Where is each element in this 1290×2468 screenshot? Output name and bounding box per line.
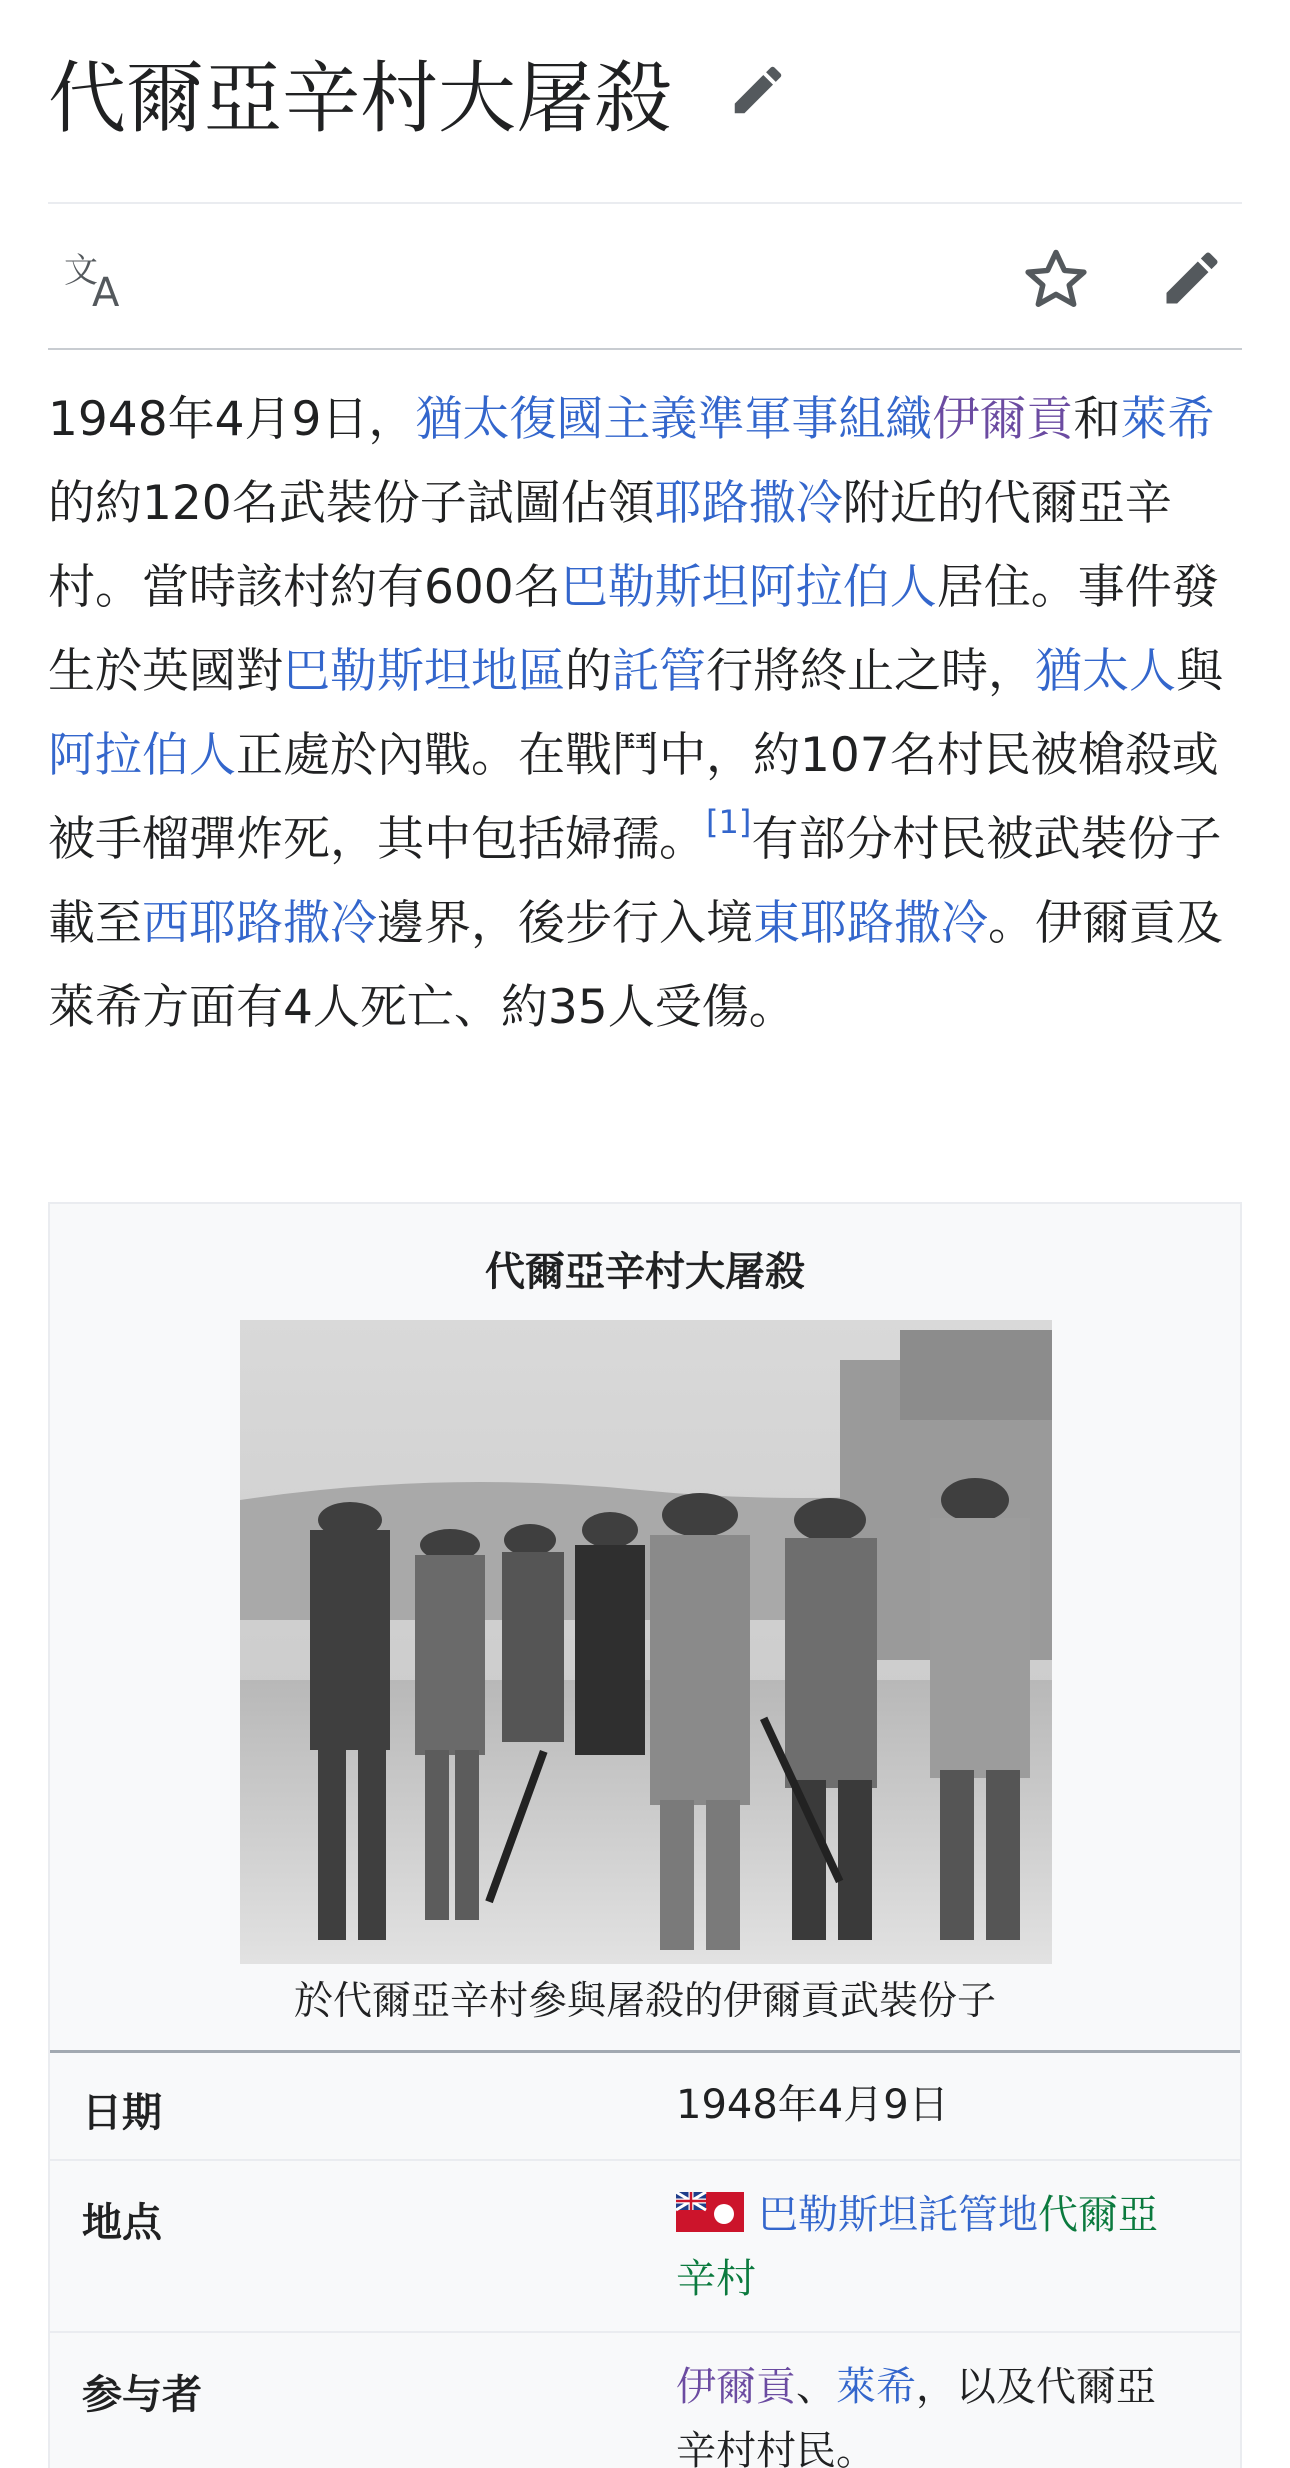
infobox [48, 1202, 1242, 2468]
intro-text: 行將終止之時， [706, 644, 1035, 699]
link-west-jerusalem[interactable]: 西耶路撒冷 [142, 896, 377, 951]
participants-sep: 、 [796, 2364, 836, 2410]
infobox-title: 代爾亞辛村大屠殺 [485, 1249, 805, 1295]
link-irgun[interactable]: 伊爾貢 [932, 392, 1074, 447]
link-east-jerusalem[interactable]: 東耶路撒冷 [753, 896, 988, 951]
pencil-icon[interactable] [726, 58, 790, 122]
intro-text: 和 [1073, 392, 1121, 447]
reference-link[interactable]: [1] [706, 803, 752, 841]
intro-text: 的 [565, 644, 612, 699]
date-label: 日期 [82, 2090, 162, 2136]
date-value: 1948年4月9日 [676, 2082, 949, 2128]
link-zionist-paramilitary[interactable]: 猶太復國主義準軍事組織 [415, 392, 933, 447]
link-lehi[interactable]: 萊希 [1120, 392, 1215, 447]
link-arabs[interactable]: 阿拉伯人 [48, 728, 236, 783]
page-actions-toolbar [48, 202, 1242, 350]
mandate-flag-icon [676, 2187, 744, 2227]
intro-text: 有部分村民被武裝份子載至 [48, 812, 1222, 951]
intro-text: 正處於內戰。在戰鬥中，約107名村民被槍殺或被手榴彈炸死，其中包括婦孺。 [48, 728, 1219, 867]
translate-icon[interactable] [62, 248, 132, 310]
link-irgun-participant[interactable]: 伊爾貢 [676, 2364, 796, 2410]
page-title: 代爾亞辛村大屠殺 [48, 54, 673, 145]
edit-page-icon[interactable] [1158, 244, 1230, 316]
svg-text:文: 文 [64, 251, 98, 291]
intro-text: 居住。事件發生於英國對 [48, 560, 1219, 699]
link-palestine-region[interactable]: 巴勒斯坦地區 [283, 644, 565, 699]
infobox-row-participants [50, 2333, 1240, 2468]
participants-label: 参与者 [82, 2372, 202, 2418]
intro-text: 的約120名武裝份子試圖佔領 [48, 476, 655, 531]
place-link2-part: 代爾亞 [1038, 2192, 1158, 2238]
link-mandate-palestine[interactable]: 巴勒斯坦託管地 [758, 2192, 1038, 2238]
infobox-photo-caption: 於代爾亞辛村參與屠殺的伊爾貢武裝份子 [293, 1979, 996, 2024]
participants-value [676, 2355, 1216, 2468]
infobox-row-date [50, 2053, 1240, 2161]
infobox-photo[interactable] [240, 1320, 1052, 1964]
link-jerusalem[interactable]: 耶路撒冷 [654, 476, 843, 531]
intro-text: 附近的代爾亞辛村。當時該村約有600名 [48, 476, 1172, 615]
intro-text: 與 [1176, 644, 1223, 699]
place-label: 地点 [82, 2200, 162, 2246]
svg-text:A: A [92, 270, 120, 310]
star-icon[interactable] [1020, 244, 1092, 316]
link-mandate[interactable]: 託管 [612, 644, 706, 699]
link-palestinian-arabs[interactable]: 巴勒斯坦阿拉伯人 [560, 560, 937, 615]
page-heading [48, 30, 1242, 170]
reference-marker[interactable] [706, 803, 751, 841]
link-lehi-participant[interactable]: 萊希 [836, 2364, 916, 2410]
intro-text: 。伊爾貢及萊希方面有4人死亡、約35人受傷。 [48, 896, 1223, 1035]
intro-text: 1948年4月9日， [48, 392, 416, 447]
intro-paragraph [48, 378, 1242, 1050]
participants-text: 辛村村民。 [676, 2428, 876, 2468]
participants-text: ，以及代爾亞 [916, 2364, 1156, 2410]
infobox-table [50, 2050, 1240, 2468]
place-value [676, 2183, 1216, 2311]
infobox-row-place [50, 2161, 1240, 2333]
intro-text: 邊界，後步行入境 [377, 896, 753, 951]
place-link2-part: 辛村 [676, 2256, 756, 2302]
link-jews[interactable]: 猶太人 [1035, 644, 1176, 699]
